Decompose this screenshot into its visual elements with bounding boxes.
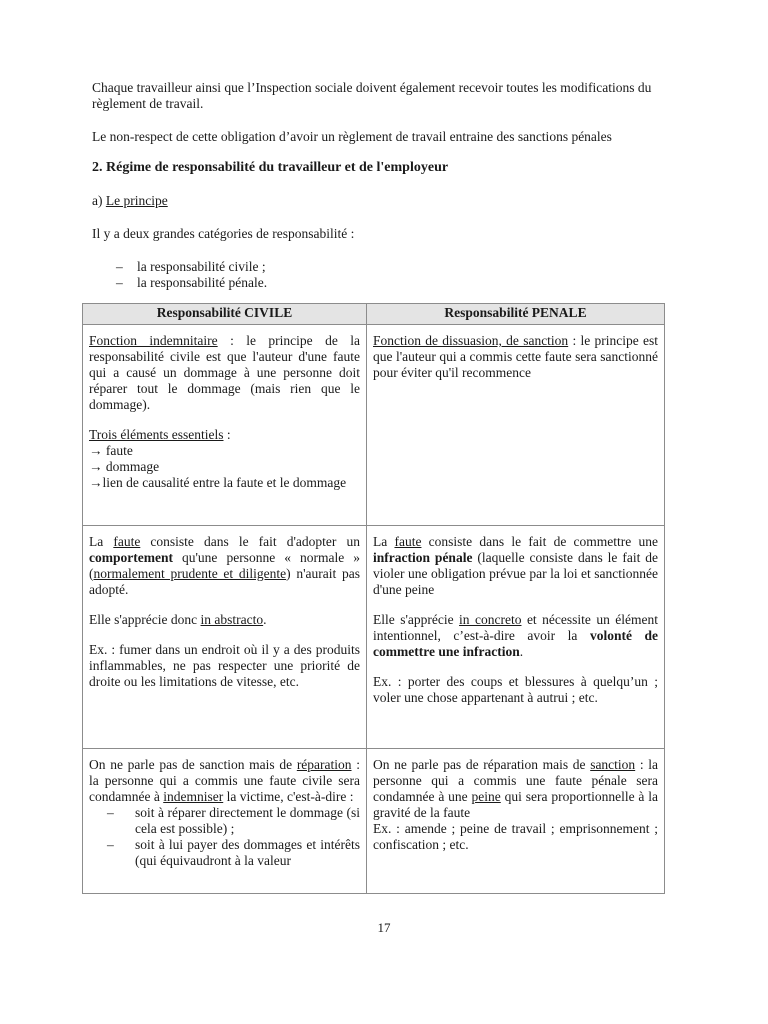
list-item: – soit à lui payer des dommages et intérêts (qui équivaudront à la valeur [107,837,360,869]
intro-paragraph-1: Chaque travailleur ainsi que l’Inspection sociale doivent également recevoir toutes les modifications du règlement de travail. [92,80,652,111]
infraction-term: infraction pénale [373,550,473,565]
faute-label: faute [394,534,422,549]
civile-example: Ex. : fumer dans un endroit où il y a des produits inflammables, ne pas respecter une priorité de droite ou les limitations de vitesse, etc. [89,642,360,689]
table-header-row [83,304,665,325]
element-lien [89,475,360,491]
table-row [83,526,665,749]
arrow-right-icon: → [89,475,103,490]
civile-fonction-text: : le principe de la responsabilité civile est que l'auteur d'une faute qui a causé un dommage à une personne doit réparer tout le dommage (mais rien que le dommage). [89,333,360,412]
subsection-label: Le principe [105,193,168,208]
text-run: : la personne qui a commis une faute pénale sera condamnée à une [373,757,658,804]
text-run: consiste dans le fait d'adopter un [140,534,360,549]
abstracto-term: in abstracto [200,612,264,627]
text-run: et nécessite un élément intentionnel, c’est-à-dire avoir la [373,612,658,643]
responsibility-categories-list [116,259,267,291]
table-row [83,749,665,894]
civile-reparation-cell [83,749,367,894]
sanction-term: sanction [590,757,636,772]
element-label: faute [105,443,133,458]
penale-sanction-cell [367,749,665,894]
civile-fonction-cell [83,325,367,526]
arrow-right-icon: → [89,443,103,458]
arrow-right-icon: → [89,459,103,474]
reparation-list [89,805,360,869]
header-penale: Responsabilité PENALE [367,304,665,325]
header-civile: Responsabilité CIVILE [83,304,367,325]
civile-elements-label: Trois éléments essentiels [89,427,224,442]
text-run: qu'une personne « normale » ( [89,550,360,581]
text-run: Elle s'apprécie donc [89,612,201,627]
text-run: la victime, c'est-à-dire : [223,789,354,804]
civile-fonction-label: Fonction indemnitaire [89,333,218,348]
text-run: . [263,612,267,627]
penale-fonction-label: Fonction de dissuasion, de sanction [373,333,569,348]
page-number: 17 [377,920,391,935]
element-dommage [89,459,360,475]
reparation-term: réparation [296,757,352,772]
lead-sentence: Il y a deux grandes catégories de responsabilité : [92,226,355,241]
subsection-prefix: a) [92,193,106,208]
list-item: – la responsabilité pénale. [116,275,267,291]
civile-elements-colon: : [223,427,231,442]
text-run: On ne parle pas de sanction mais de [89,757,297,772]
text-run: (laquelle consiste dans le fait de violer une obligation prévue par la loi et sanctionnée d'une peine [373,550,658,597]
text-run: qui sera proportionnelle à la gravité de la faute [373,789,659,820]
civile-faute-cell [83,526,367,749]
faute-label: faute [113,534,141,549]
indemniser-term: indemniser [163,789,224,804]
text-run: ) n'aurait pas adopté. [89,566,361,597]
volonte-term: volonté de commettre une infraction [373,628,658,659]
text-run: La [89,534,114,549]
penale-faute-cell [367,526,665,749]
penale-fonction-cell [367,325,665,526]
text-run: . [519,644,524,659]
list-item: – soit à réparer directement le dommage (si cela est possible) ; [107,805,360,837]
text-run: Elle s'apprécie [373,612,460,627]
penale-example: Ex. : porter des coups et blessures à quelqu’un ; voler une chose appartenant à autrui ; etc. [373,674,658,705]
element-label: dommage [105,459,160,474]
prudence-term: normalement prudente et diligente [93,566,287,581]
element-faute [89,443,360,459]
concreto-term: in concreto [459,612,522,627]
text-run: La [373,534,395,549]
text-run: : la personne qui a commis une faute civile sera condamnée à [89,757,360,804]
text-run: On ne parle pas de réparation mais de [373,757,591,772]
intro-paragraph-2: Le non-respect de cette obligation d’avoir un règlement de travail entraine des sanctions pénales [92,129,612,144]
section-title: 2. Régime de responsabilité du travailleur et de l'employeur [92,160,449,175]
penale-fonction-text: : le principe est que l'auteur qui a commis cette faute sera sanctionné pour éviter qu'il recommence [373,333,658,380]
element-label: lien de causalité entre la faute et le dommage [102,475,347,490]
text-run: consiste dans le fait de commettre une [421,534,658,549]
list-item: – la responsabilité civile ; [116,259,267,275]
penale-sanction-example: Ex. : amende ; peine de travail ; emprisonnement ; confiscation ; etc. [373,821,658,852]
responsibility-table [82,303,665,894]
table-row [83,325,665,526]
peine-term: peine [471,789,501,804]
subsection-title [92,193,168,209]
comportement-term: comportement [89,550,173,565]
